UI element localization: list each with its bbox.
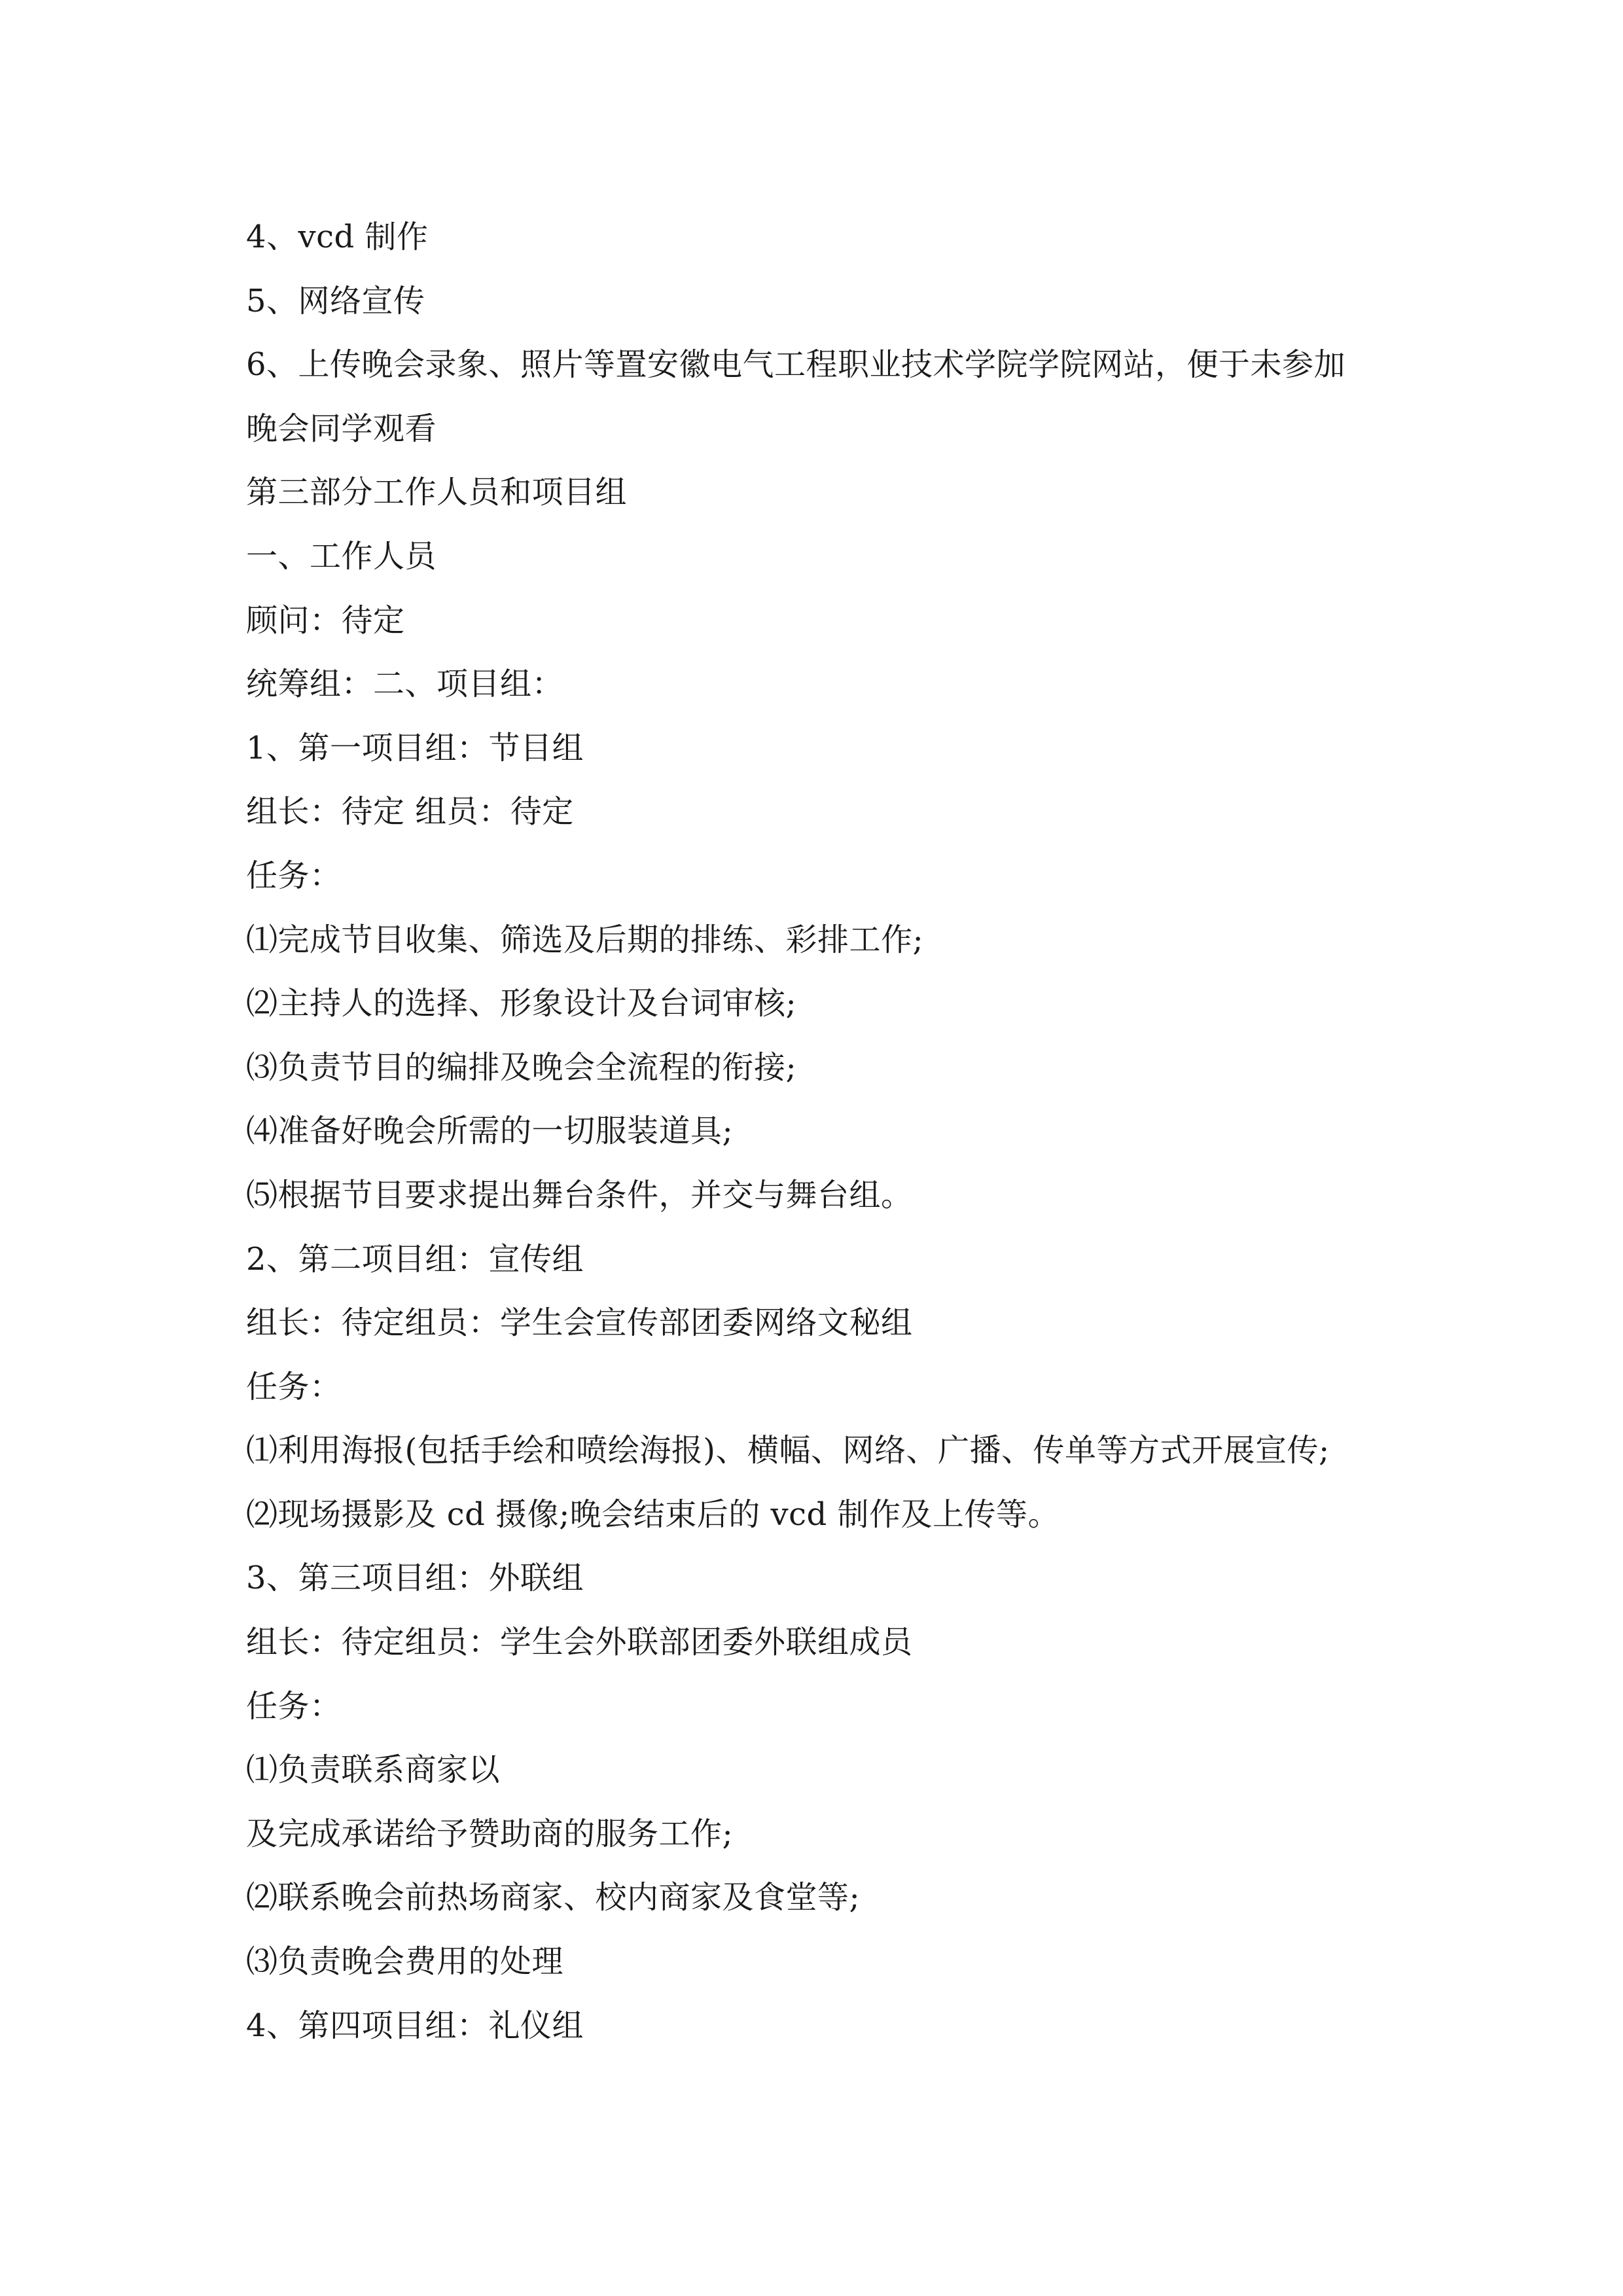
group-heading: 2、第二项目组：宣传组	[246, 1240, 584, 1278]
subsection-heading: 一、工作人员	[246, 537, 437, 575]
task-item: ⑶负责节目的编排及晚会全流程的衔接;	[246, 1049, 797, 1086]
text-line: 晚会同学观看	[246, 410, 437, 447]
text-line: 6、上传晚会录象、照片等置安徽电气工程职业技术学院学院网站，便于未参加	[246, 346, 1346, 384]
group-heading: 3、第三项目组：外联组	[246, 1560, 584, 1597]
task-item: ⑶负责晚会费用的处理	[246, 1943, 564, 1981]
text-line: 4、vcd 制作	[246, 219, 429, 255]
group-heading: 1、第一项目组：节目组	[246, 729, 584, 766]
task-item: ⑵联系晚会前热场商家、校内商家及食堂等;	[246, 1879, 861, 1916]
task-item: ⑷准备好晚会所需的一切服装道具;	[246, 1113, 734, 1150]
text-line: 顾问：待定	[246, 601, 405, 639]
text-line: 组长：待定组员：学生会宣传部团委网络文秘组	[246, 1304, 913, 1342]
text-line: 组长：待定组员：学生会外联部团委外联组成员	[246, 1624, 913, 1661]
group-heading: 4、第四项目组：礼仪组	[246, 2007, 584, 2044]
task-item-continuation: 及完成承诺给予赞助商的服务工作;	[246, 1815, 734, 1852]
task-item: ⑵现场摄影及 cd 摄像;晚会结束后的 vcd 制作及上传等。	[246, 1496, 1060, 1533]
text-line: 组长：待定 组员：待定	[246, 793, 574, 831]
task-item: ⑵主持人的选择、形象设计及台词审核;	[246, 985, 797, 1022]
text-line: 5、网络宣传	[246, 282, 425, 319]
tasks-label: 任务：	[246, 1687, 342, 1725]
document-body	[246, 206, 1411, 2058]
section-heading: 第三部分工作人员和项目组	[246, 474, 628, 511]
task-item: ⑸根据节目要求提出舞台条件，并交与舞台组。	[246, 1176, 913, 1213]
task-item: ⑴负责联系商家以	[246, 1751, 501, 1789]
task-item: ⑴完成节目收集、筛选及后期的排练、彩排工作;	[246, 921, 924, 958]
tasks-label: 任务：	[246, 857, 342, 894]
tasks-label: 任务：	[246, 1368, 342, 1405]
text-line: 统筹组：二、项目组：	[246, 666, 564, 703]
task-item: ⑴利用海报(包括手绘和喷绘海报)、横幅、网络、广播、传单等方式开展宣传;	[246, 1432, 1330, 1469]
